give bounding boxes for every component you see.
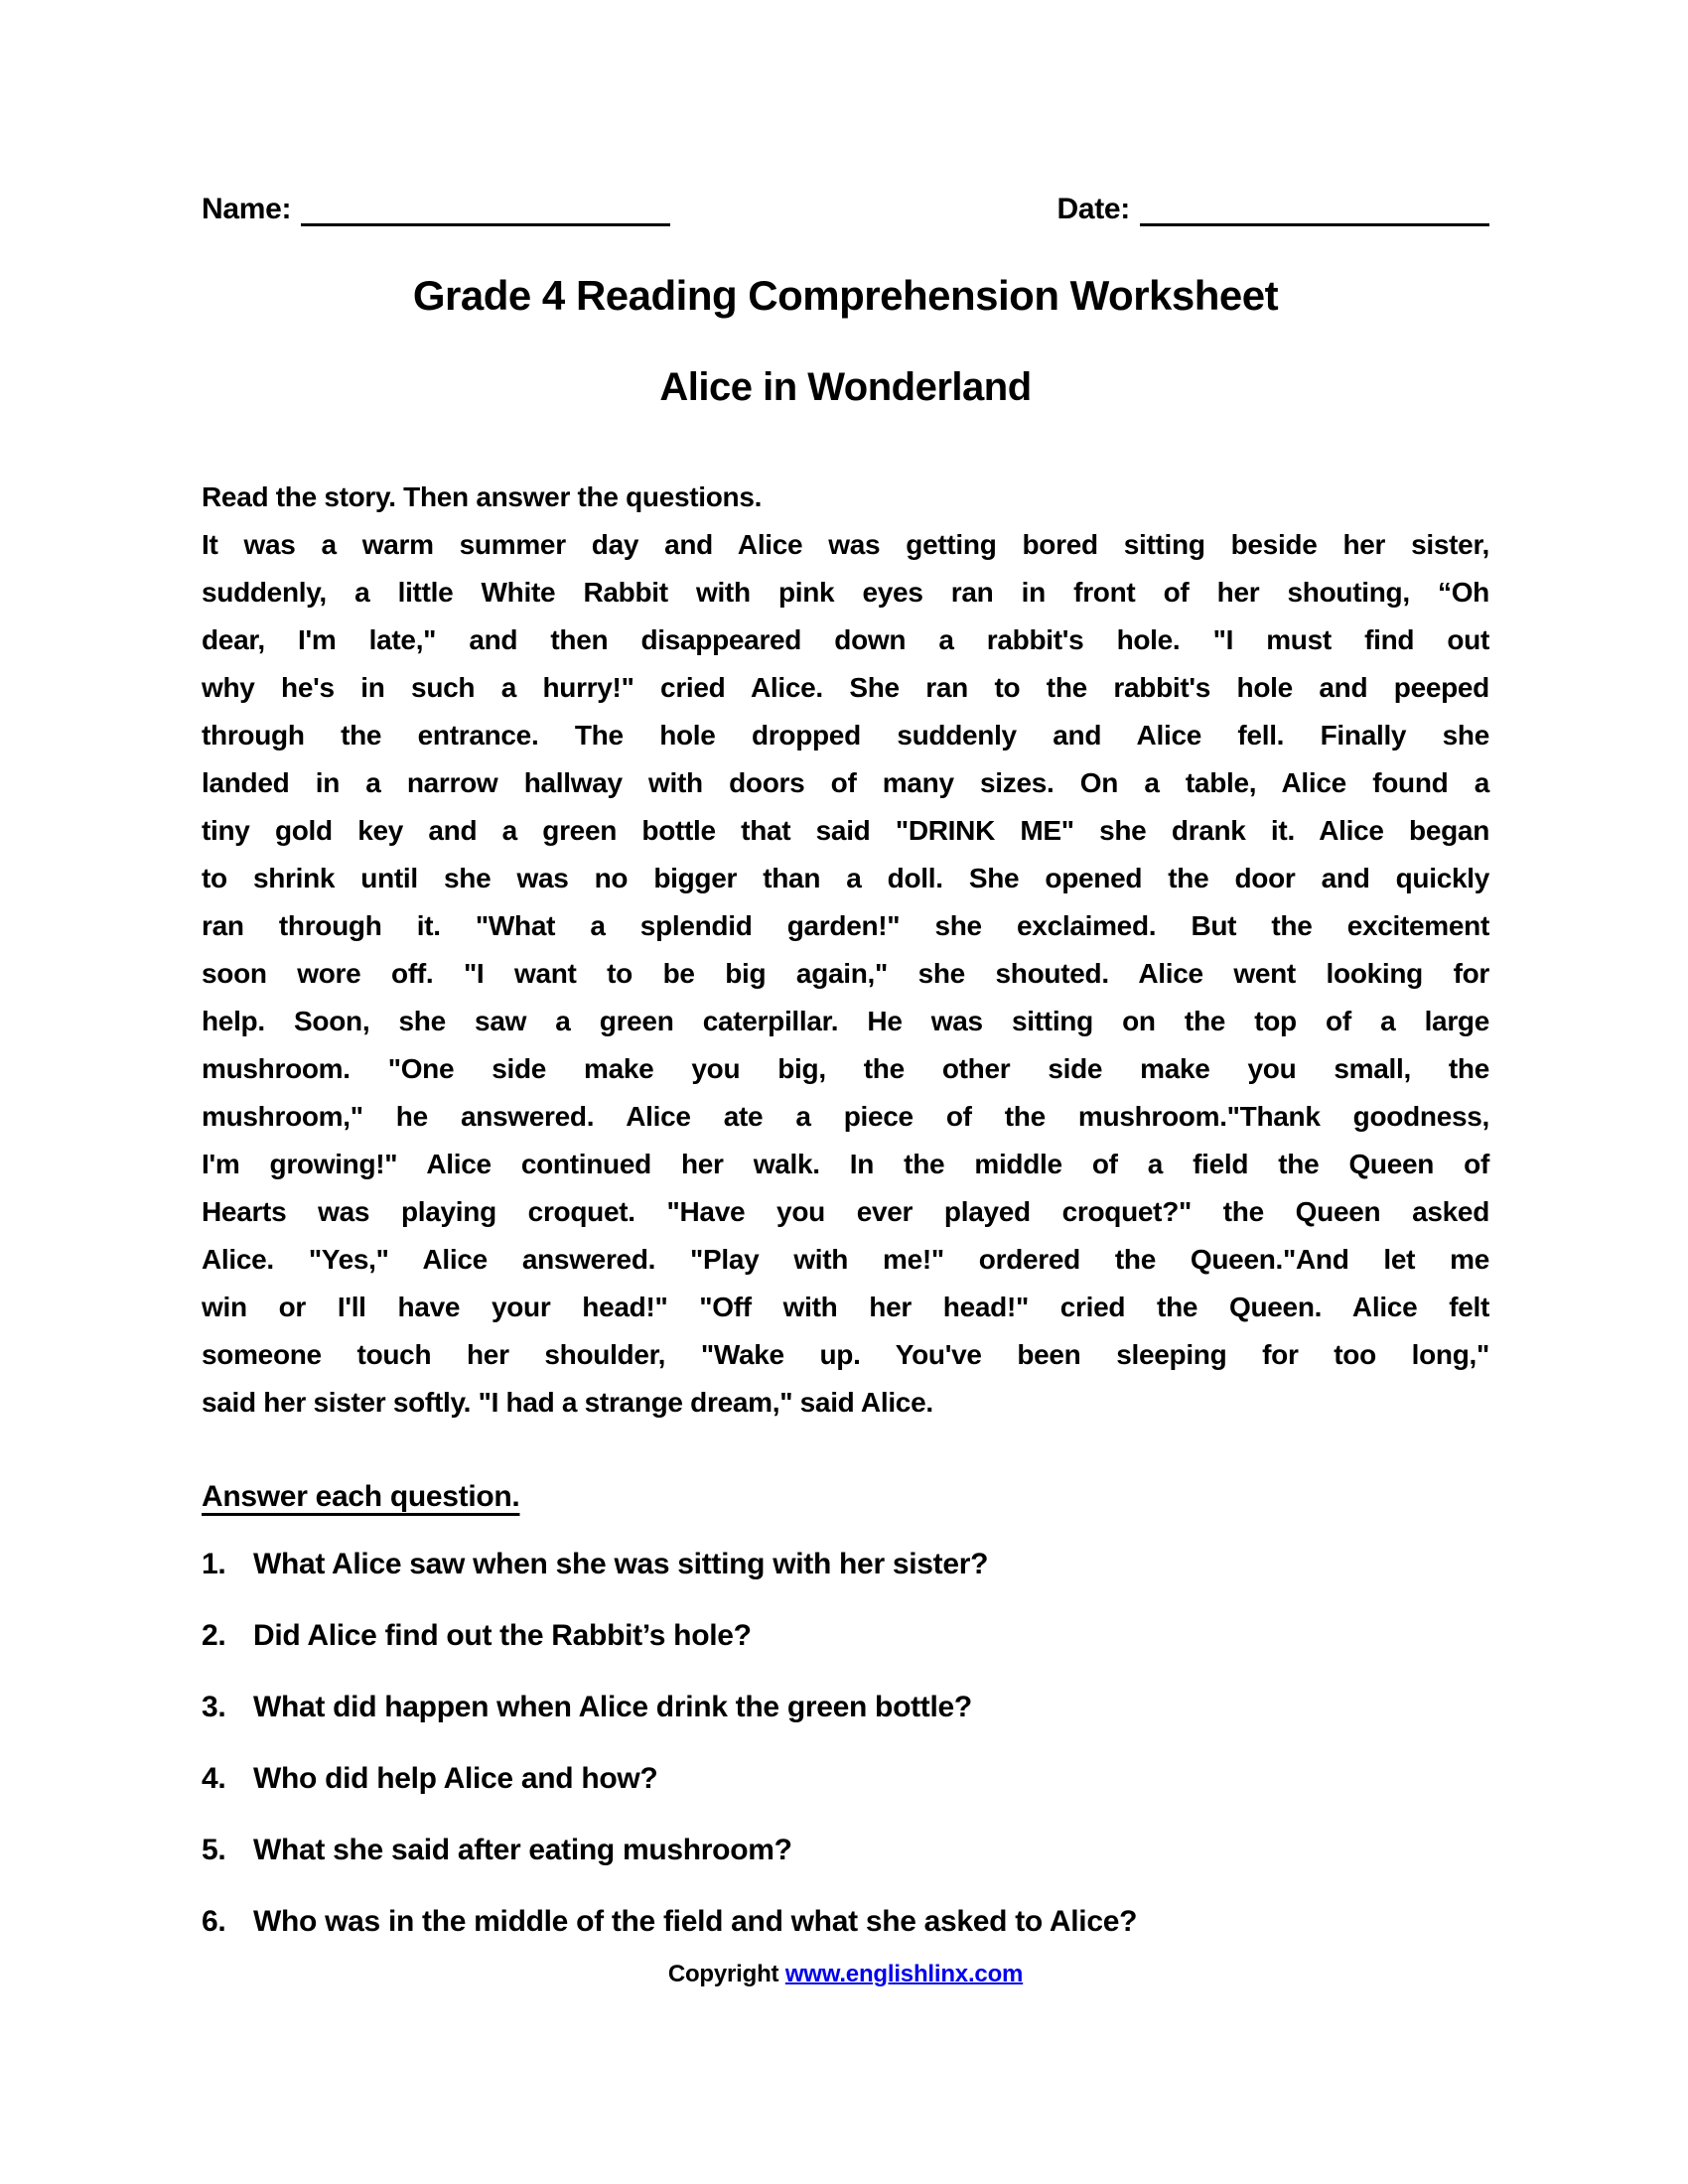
story-paragraph — [202, 521, 1489, 1427]
questions-heading: Answer each question. — [202, 1480, 520, 1513]
question-text: What did happen when Alice drink the green bottle? — [253, 1691, 972, 1723]
question-item-6 — [202, 1901, 1489, 1943]
question-text: What Alice saw when she was sitting with her sister? — [253, 1548, 989, 1580]
story-line: mushroom," he answered. Alice ate a piece of the mushroom."Thank goodness, — [202, 1101, 1489, 1132]
name-field — [202, 191, 670, 226]
question-number: 1. — [202, 1548, 226, 1580]
story-line: Hearts was playing croquet. "Have you ever played croquet?" the Queen asked — [202, 1196, 1489, 1227]
date-blank-line — [1140, 191, 1489, 226]
story-line: dear, I'm late," and then disappeared down a rabbit's hole. "I must find out — [202, 624, 1489, 655]
question-item-2 — [202, 1615, 1489, 1657]
question-text: Who was in the middle of the field and what she asked to Alice? — [253, 1905, 1138, 1938]
story-line: why he's in such a hurry!" cried Alice. She ran to the rabbit's hole and peeped — [202, 672, 1489, 703]
story-line: I'm growing!" Alice continued her walk. In the middle of a field the Queen of — [202, 1149, 1489, 1179]
name-label: Name: — [202, 193, 292, 225]
question-number: 3. — [202, 1691, 226, 1723]
story-line: someone touch her shoulder, "Wake up. You've been sleeping for too long," — [202, 1339, 1489, 1370]
question-number: 6. — [202, 1905, 226, 1938]
question-number: 2. — [202, 1619, 226, 1652]
story-line: said her sister softly. "I had a strange dream," said Alice. — [202, 1387, 933, 1418]
story-title: Alice in Wonderland — [659, 365, 1032, 409]
copyright-link[interactable]: www.englishlinx.com — [784, 1961, 1024, 1987]
header-row — [202, 191, 1489, 226]
question-text: Did Alice find out the Rabbit’s hole? — [253, 1619, 752, 1652]
story-line: It was a warm summer day and Alice was getting bored sitting beside her sister, — [202, 529, 1489, 560]
question-text: Who did help Alice and how? — [253, 1762, 658, 1795]
date-field — [1056, 191, 1489, 226]
question-item-3 — [202, 1687, 1489, 1728]
story-line: through the entrance. The hole dropped suddenly and Alice fell. Finally she — [202, 720, 1489, 751]
story-line: ran through it. "What a splendid garden!" she exclaimed. But the excitement — [202, 910, 1489, 941]
question-item-4 — [202, 1758, 1489, 1800]
name-blank-line — [301, 191, 670, 226]
instructions-text: Read the story. Then answer the questions. — [202, 481, 763, 512]
question-item-5 — [202, 1830, 1489, 1871]
story-line: landed in a narrow hallway with doors of many sizes. On a table, Alice found a — [202, 767, 1489, 798]
question-text: What she said after eating mushroom? — [253, 1834, 792, 1866]
question-number: 5. — [202, 1834, 226, 1866]
story-line: soon wore off. "I want to be big again," she shouted. Alice went looking for — [202, 958, 1489, 989]
story-line: to shrink until she was no bigger than a doll. She opened the door and quickly — [202, 863, 1489, 893]
story-line: win or I'll have your head!" "Off with her head!" cried the Queen. Alice felt — [202, 1292, 1489, 1322]
question-item-1 — [202, 1544, 1489, 1585]
worksheet-title: Grade 4 Reading Comprehension Worksheet — [412, 272, 1279, 319]
story-line: help. Soon, she saw a green caterpillar. He was sitting on the top of a large — [202, 1006, 1489, 1036]
question-number: 4. — [202, 1762, 226, 1795]
story-line: mushroom. "One side make you big, the other side make you small, the — [202, 1053, 1489, 1084]
story-line: suddenly, a little White Rabbit with pink eyes ran in front of her shouting, “Oh — [202, 577, 1489, 608]
questions-list — [202, 1544, 1489, 1943]
story-line: tiny gold key and a green bottle that said "DRINK ME" she drank it. Alice began — [202, 815, 1489, 846]
date-label: Date: — [1056, 193, 1130, 225]
copyright-text: Copyright — [667, 1961, 779, 1987]
footer — [202, 1961, 1489, 1988]
story-line: Alice. "Yes," Alice answered. "Play with me!" ordered the Queen."And let me — [202, 1244, 1489, 1275]
